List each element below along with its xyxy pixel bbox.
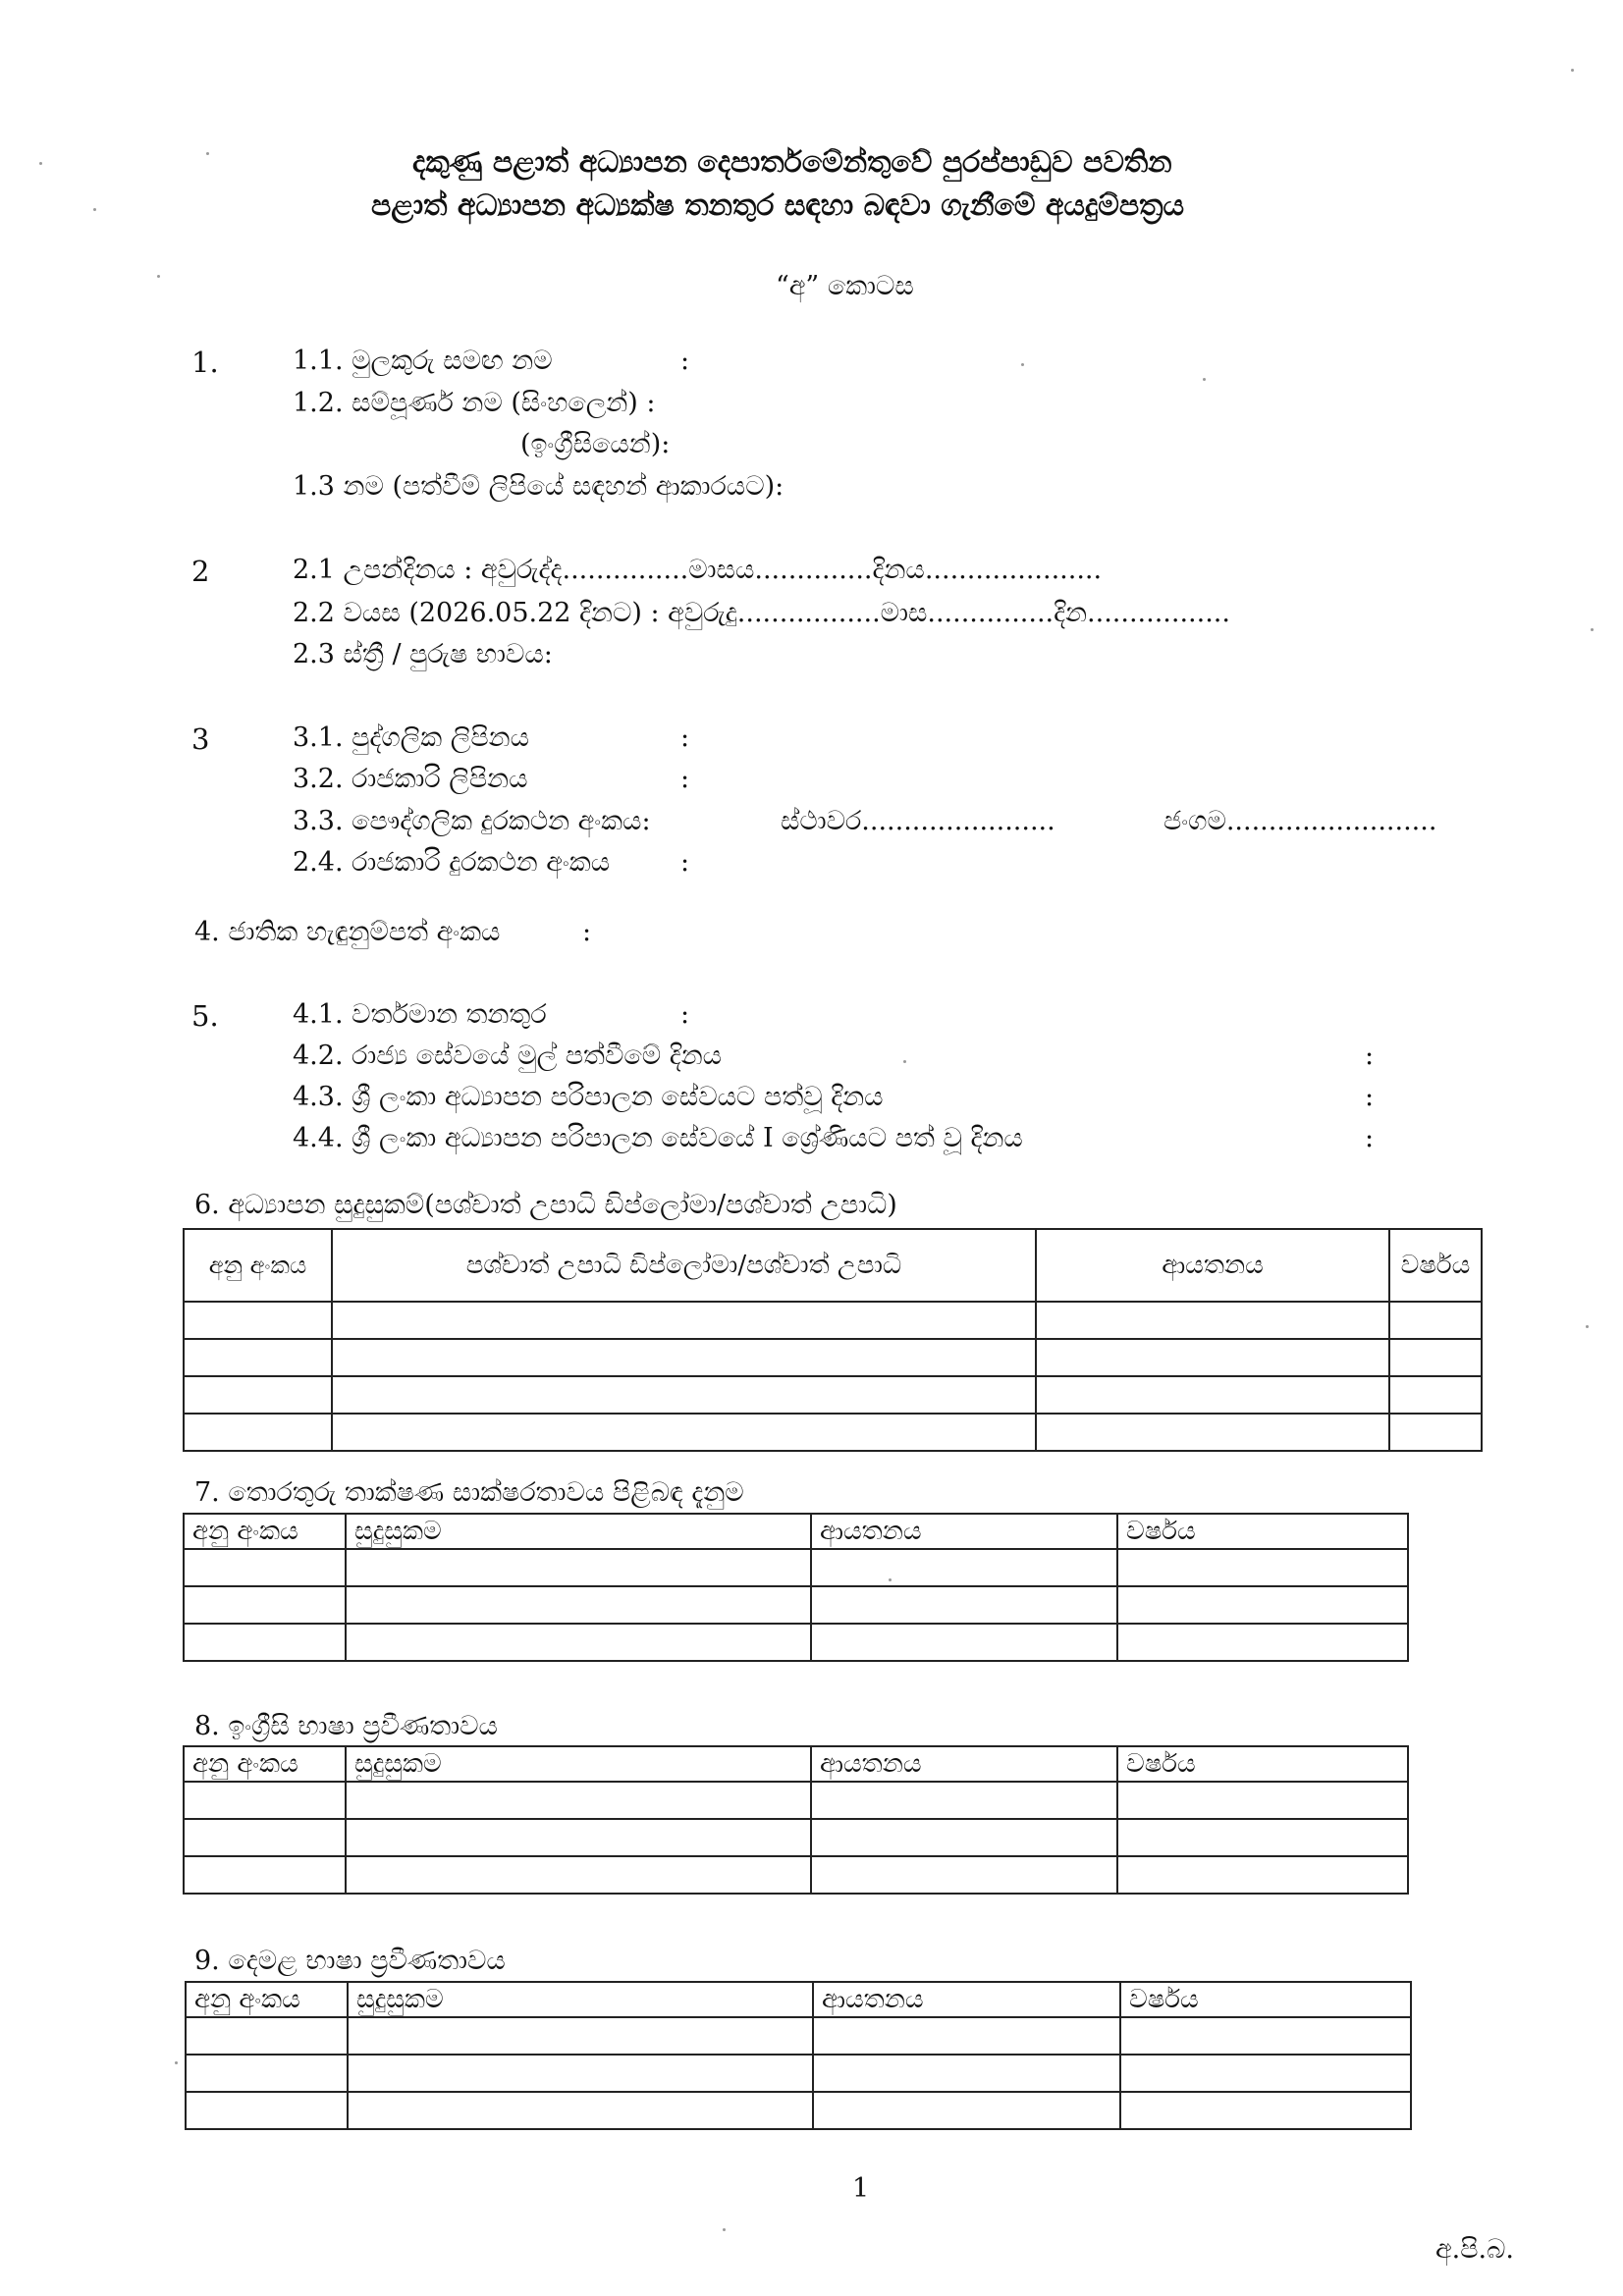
english-proficiency-table	[183, 1745, 1409, 1895]
table-cell[interactable]	[348, 2092, 813, 2129]
scan-speck	[206, 152, 209, 155]
table-cell[interactable]	[348, 2055, 813, 2092]
initials-mark: අ.පි.බ.	[1435, 2234, 1514, 2265]
scan-speck	[93, 208, 96, 211]
sleas-grade-1-label: 4.4. ශ්‍රී ලංකා අධ්‍යාපන පරිපාලන සේවයේ I ශ්‍රේණියට පත් වූ දිනය	[293, 1123, 1023, 1153]
table-cell[interactable]	[184, 1586, 346, 1624]
table-cell[interactable]	[346, 1782, 811, 1819]
table-row	[184, 1339, 1482, 1376]
table-cell[interactable]	[1036, 1376, 1389, 1414]
table-cell[interactable]	[811, 1819, 1117, 1856]
table-cell[interactable]	[1117, 1549, 1408, 1586]
table-row	[184, 1624, 1408, 1661]
table-cell[interactable]	[811, 1856, 1117, 1894]
table-cell[interactable]	[332, 1339, 1036, 1376]
nic-number-colon: :	[582, 917, 592, 947]
section-7-heading: 7. තොරතුරු තාක්ෂණ සාක්ෂරතාවය පිළිබඳ දැනුම	[194, 1477, 744, 1508]
table-cell[interactable]	[186, 2055, 348, 2092]
section-6-heading: 6. අධ්‍යාපන සුදුසුකම්(පශ්චාත් උපාධි ඩිප්ලෝමා/පශ්චාත් උපාධි)	[194, 1190, 897, 1220]
full-name-sinhala-label: 1.2. සම්පූර්ණ නම (සිංහලෙන්) :	[293, 388, 656, 418]
table-cell[interactable]	[184, 1856, 346, 1894]
table-row	[184, 1819, 1408, 1856]
tamil-proficiency-table	[185, 1981, 1412, 2130]
table-row	[186, 2092, 1411, 2129]
sleas-appointment-label: 4.3. ශ්‍රී ලංකා අධ්‍යාපන පරිපාලන සේවයට පත්වූ දිනය	[293, 1082, 884, 1112]
table-cell[interactable]	[1117, 1856, 1408, 1894]
sleas-grade-1-colon: :	[1365, 1123, 1375, 1153]
nic-number-label: 4. ජාතික හැඳුනුම්පත් අංකය	[194, 917, 501, 947]
section-9-heading: 9. දෙමළ භාෂා ප්‍රවීණතාවය	[194, 1946, 506, 1976]
table-row	[184, 1782, 1408, 1819]
section-8-heading: 8. ඉංග්‍රීසි භාෂා ප්‍රවීණතාවය	[194, 1711, 498, 1741]
first-appointment-colon: :	[1365, 1041, 1375, 1071]
table-cell[interactable]	[1120, 2055, 1411, 2092]
col-year: වර්ෂය	[1117, 1746, 1408, 1782]
col-institution: ආයතනය	[811, 1514, 1117, 1549]
scan-speck	[1021, 363, 1024, 366]
table-cell[interactable]	[811, 1586, 1117, 1624]
age-field: 2.2 වයස (2026.05.22 දිනට) : අවුරුදු.................මාස...............දින.................	[293, 598, 1230, 628]
scan-speck	[903, 1060, 906, 1063]
sleas-appointment-colon: :	[1365, 1082, 1375, 1112]
form-title-line-1: දකුණු පළාත් අධ්‍යාපන දෙපාර්තමේන්තුවේ පුරප්පාඩුව පවතින	[412, 145, 1172, 180]
table-cell[interactable]	[1117, 1586, 1408, 1624]
col-serial-number: අනු අංකය	[184, 1514, 346, 1549]
table-cell[interactable]	[1120, 2017, 1411, 2055]
table-cell[interactable]	[811, 1782, 1117, 1819]
col-serial-number: අනු අංකය	[184, 1746, 346, 1782]
col-institution: ආයතනය	[1036, 1229, 1389, 1302]
col-year: වර්ෂය	[1117, 1514, 1408, 1549]
table-cell[interactable]	[184, 1376, 332, 1414]
present-post-colon: :	[680, 999, 690, 1030]
table-cell[interactable]	[1389, 1339, 1482, 1376]
table-row	[186, 2017, 1411, 2055]
mobile-field: ජංගම.........................	[1163, 806, 1437, 836]
table-row	[184, 1856, 1408, 1894]
gender-label: 2.3 ස්ත්‍රී / පුරුෂ භාවය:	[293, 639, 553, 669]
table-cell[interactable]	[184, 1819, 346, 1856]
col-qualification: සුදුසුකම	[346, 1514, 811, 1549]
official-address-colon: :	[680, 764, 690, 794]
table-cell[interactable]	[332, 1376, 1036, 1414]
table-cell[interactable]	[184, 1624, 346, 1661]
col-year: වර්ෂය	[1120, 1982, 1411, 2017]
first-appointment-label: 4.2. රාජ්‍ය සේවයේ මුල් පත්වීමේ දිනය	[293, 1041, 723, 1071]
table-cell[interactable]	[332, 1414, 1036, 1451]
present-post-label: 4.1. වර්තමාන තනතුර	[293, 999, 547, 1030]
table-cell[interactable]	[346, 1624, 811, 1661]
table-row	[184, 1302, 1482, 1339]
table-cell[interactable]	[1117, 1624, 1408, 1661]
scan-speck	[39, 162, 42, 165]
table-cell[interactable]	[811, 1549, 1117, 1586]
scan-speck	[175, 2061, 178, 2064]
table-cell[interactable]	[811, 1624, 1117, 1661]
section-1-number: 1.	[191, 346, 219, 379]
table-cell[interactable]	[332, 1302, 1036, 1339]
name-as-appointment-label: 1.3 නම (පත්වීම් ලිපියේ සඳහන් ආකාරයට):	[293, 471, 784, 502]
landline-field: ස්ථාවර.......................	[781, 806, 1055, 836]
table-cell[interactable]	[1036, 1339, 1389, 1376]
table-cell[interactable]	[184, 1339, 332, 1376]
col-serial-number: අනු අංකය	[184, 1229, 332, 1302]
official-phone-label: 2.4. රාජකාරි දුරකථන අංකය	[293, 847, 611, 878]
col-serial-number: අනු අංකය	[186, 1982, 348, 2017]
col-institution: ආයතනය	[813, 1982, 1120, 2017]
it-literacy-table	[183, 1513, 1409, 1662]
scan-speck	[723, 2228, 726, 2231]
table-row	[184, 1549, 1408, 1586]
scan-speck	[889, 1578, 892, 1581]
section-3-number: 3	[191, 722, 210, 756]
postgraduate-qualifications-table	[183, 1228, 1483, 1452]
table-cell[interactable]	[346, 1586, 811, 1624]
form-title-line-2: පළාත් අධ්‍යාපන අධ්‍යක්ෂ තනතුර සඳහා බඳවා ගැනීමේ අයදුම්පත්‍රය	[371, 188, 1185, 223]
table-cell[interactable]	[813, 2092, 1120, 2129]
name-with-initials-colon: :	[680, 346, 690, 376]
official-phone-colon: :	[680, 847, 690, 878]
table-row	[184, 1414, 1482, 1451]
table-cell[interactable]	[346, 1856, 811, 1894]
table-cell[interactable]	[1120, 2092, 1411, 2129]
table-cell[interactable]	[184, 1414, 332, 1451]
official-address-label: 3.2. රාජකාරි ලිපිනය	[293, 764, 528, 794]
scan-speck	[1203, 378, 1206, 381]
table-cell[interactable]	[346, 1549, 811, 1586]
table-cell[interactable]	[348, 2017, 813, 2055]
scan-speck	[1586, 1325, 1589, 1328]
scan-speck	[1571, 69, 1574, 72]
col-qualification: සුදුසුකම	[348, 1982, 813, 2017]
section-5-number: 5.	[191, 999, 219, 1033]
full-name-english-label: (ඉංග්‍රීසියෙන්):	[520, 429, 671, 459]
table-cell[interactable]	[346, 1819, 811, 1856]
col-year: වර්ෂය	[1389, 1229, 1482, 1302]
table-cell[interactable]	[1117, 1819, 1408, 1856]
table-cell[interactable]	[813, 2055, 1120, 2092]
personal-phone-label: 3.3. පෞද්ගලික දුරකථන අංකය:	[293, 806, 651, 836]
table-cell[interactable]	[184, 1782, 346, 1819]
table-cell[interactable]	[1036, 1302, 1389, 1339]
table-cell[interactable]	[1036, 1414, 1389, 1451]
table-cell[interactable]	[186, 2017, 348, 2055]
table-row	[186, 2055, 1411, 2092]
table-cell[interactable]	[1117, 1782, 1408, 1819]
personal-address-colon: :	[680, 722, 690, 753]
scan-speck	[1591, 628, 1594, 631]
col-qualification: පශ්චාත් උපාධි ඩිප්ලෝමා/පශ්චාත් උපාධි	[332, 1229, 1036, 1302]
table-cell[interactable]	[1389, 1414, 1482, 1451]
table-row	[184, 1586, 1408, 1624]
section-label: “අ” කොටස	[776, 271, 914, 301]
name-with-initials-label: 1.1. මුලකුරු සමඟ නම	[293, 346, 553, 376]
table-cell[interactable]	[184, 1302, 332, 1339]
table-cell[interactable]	[1389, 1376, 1482, 1414]
table-cell[interactable]	[184, 1549, 346, 1586]
section-2-number: 2	[191, 555, 210, 588]
table-cell[interactable]	[186, 2092, 348, 2129]
date-of-birth-field: 2.1 උපන්දිනය : අවුරුද්ද...............මාසය..............දිනය.....................	[293, 555, 1103, 585]
col-institution: ආයතනය	[811, 1746, 1117, 1782]
table-cell[interactable]	[1389, 1302, 1482, 1339]
col-qualification: සුදුසුකම	[346, 1746, 811, 1782]
scan-speck	[157, 275, 160, 278]
personal-address-label: 3.1. පුද්ගලික ලිපිනය	[293, 722, 530, 753]
table-row	[184, 1376, 1482, 1414]
page-number: 1	[852, 2173, 870, 2204]
table-cell[interactable]	[813, 2017, 1120, 2055]
